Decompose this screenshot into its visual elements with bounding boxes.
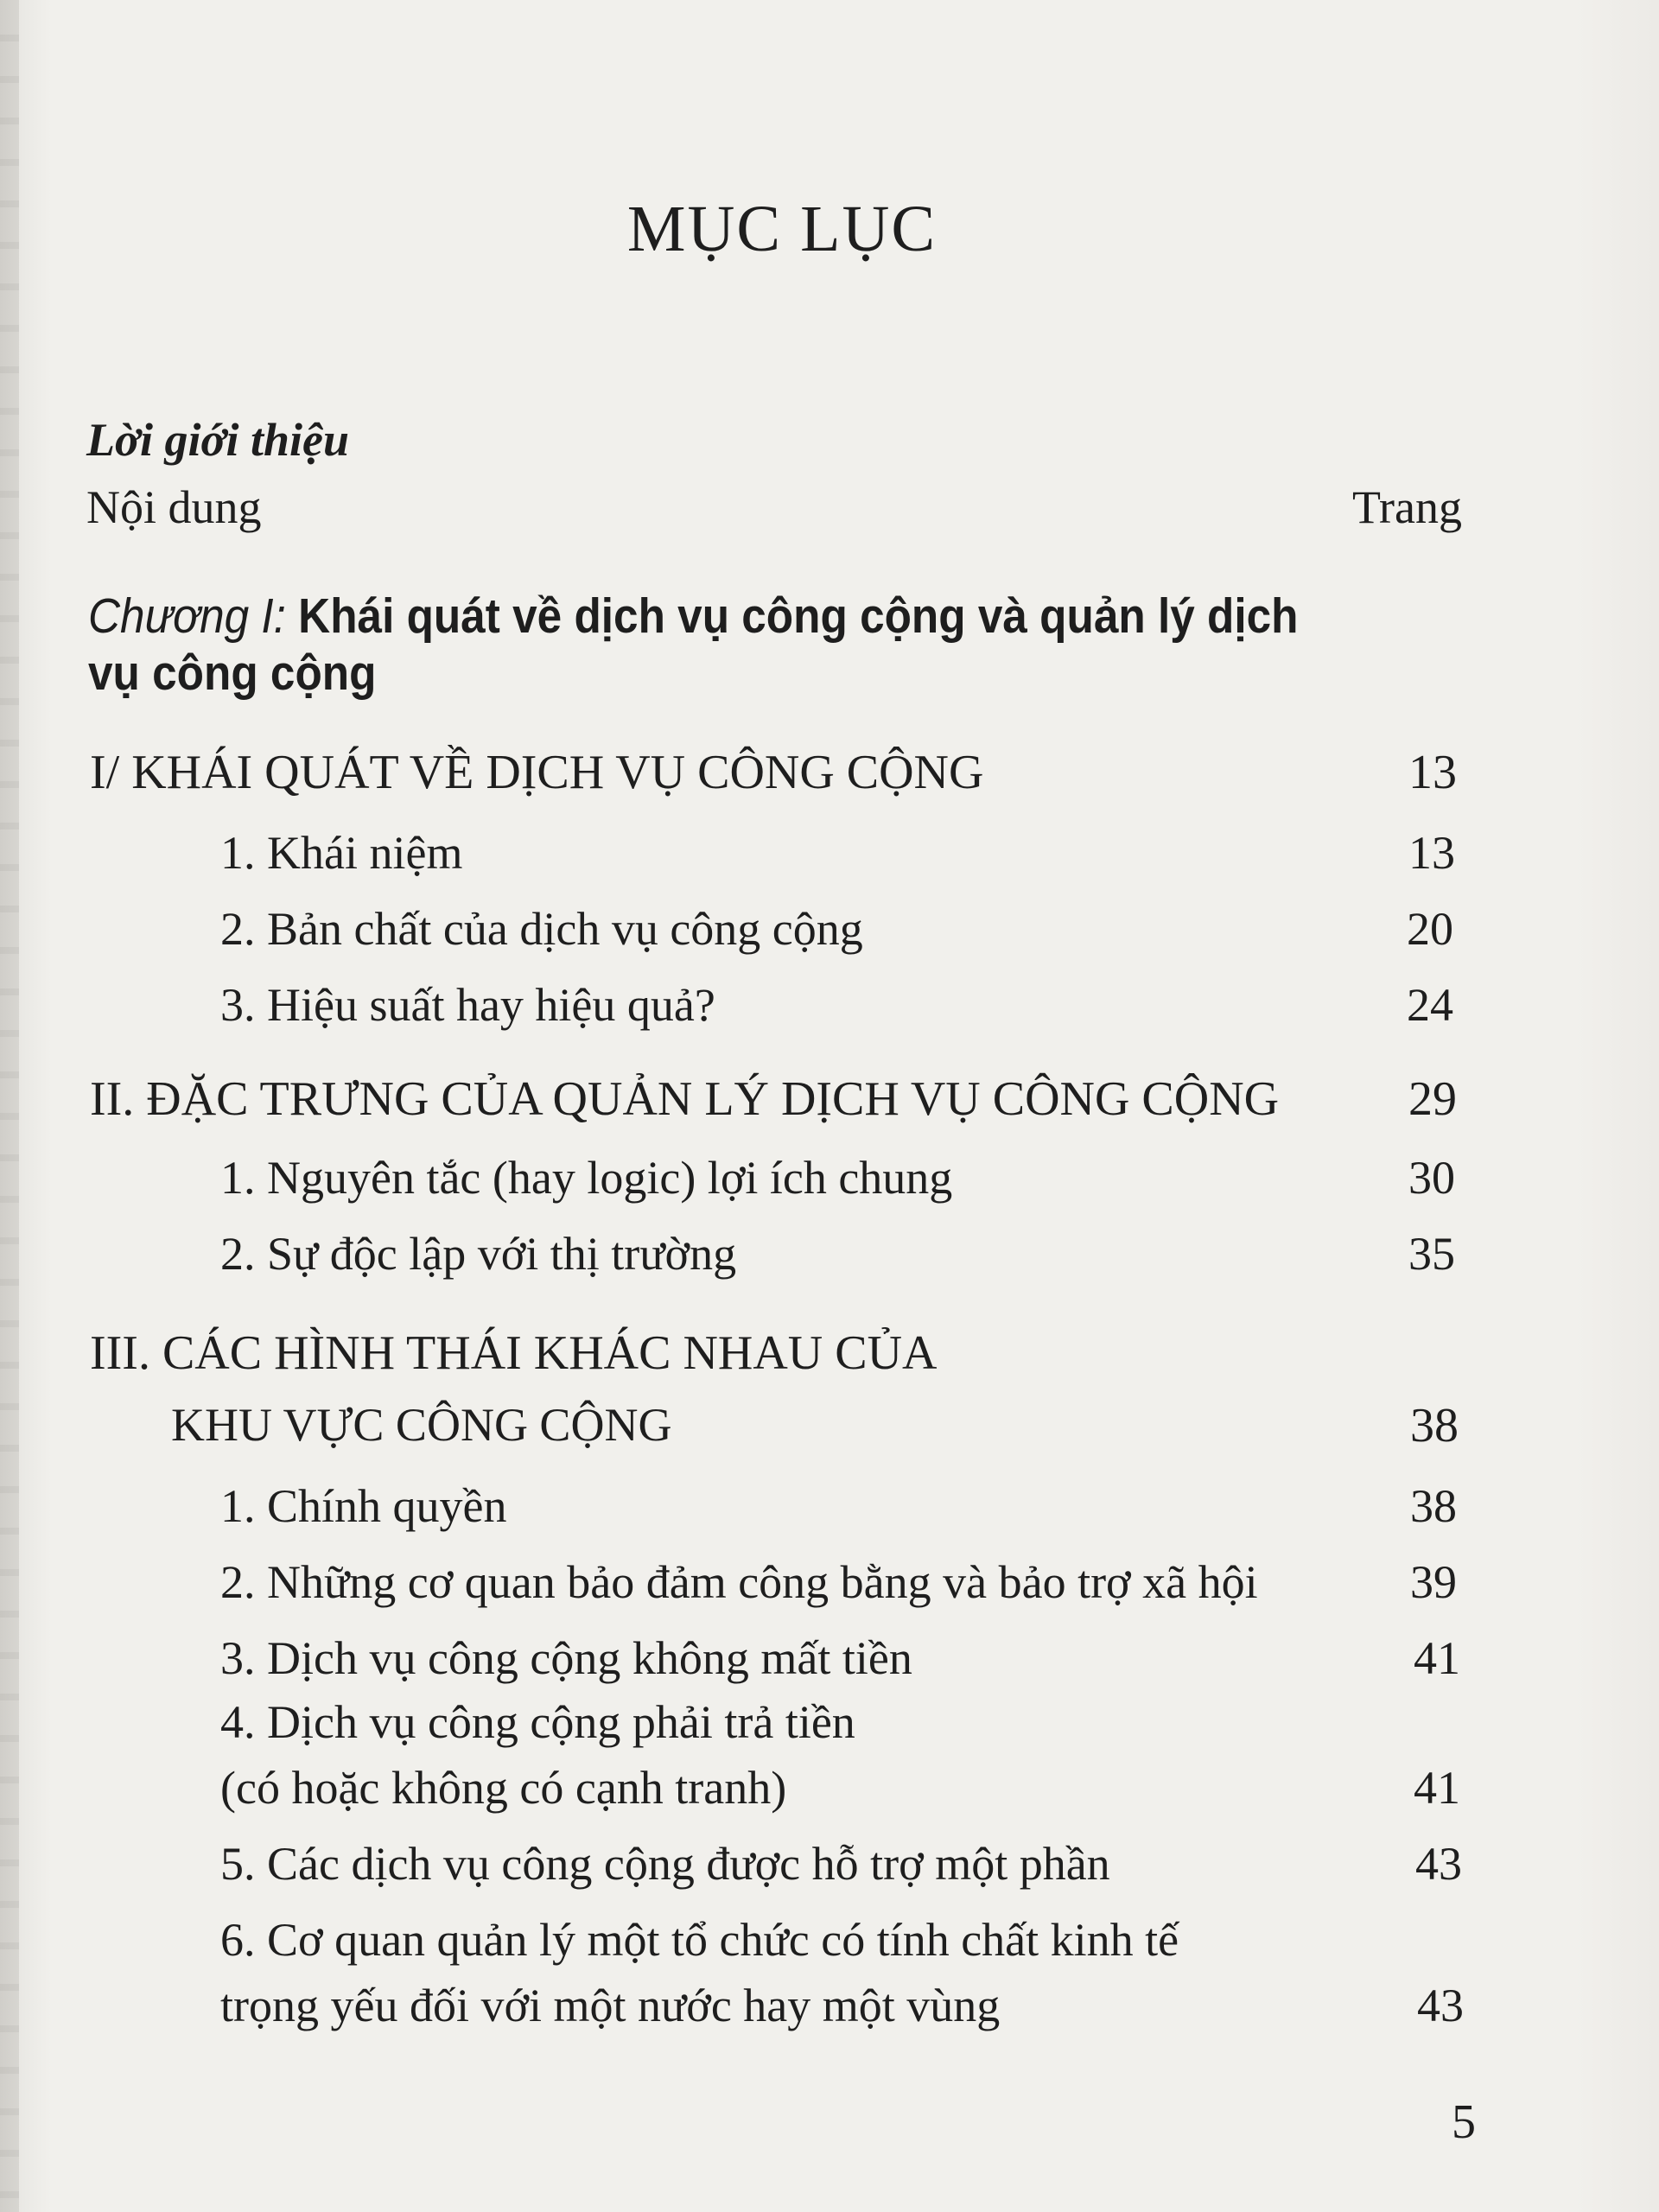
toc-section-page: 29 xyxy=(1408,1072,1457,1126)
page-number: 5 xyxy=(1452,2095,1476,2149)
toc-section-label: I/ KHÁI QUÁT VỀ DỊCH VỤ CÔNG CỘNG xyxy=(90,746,984,799)
toc-item-page: 43 xyxy=(1417,1980,1464,2031)
toc-header xyxy=(86,480,1462,534)
toc-item: 1. Chính quyền xyxy=(220,1480,507,1532)
toc-item-page: 24 xyxy=(1407,979,1453,1031)
toc-item: 2. Sự độc lập với thị trường xyxy=(220,1228,737,1280)
toc-section-2 xyxy=(90,1071,1279,1127)
toc-section-label: II. ĐẶC TRƯNG CỦA QUẢN LÝ DỊCH VỤ CÔNG CỘNG xyxy=(90,1072,1280,1126)
toc-item-page: 30 xyxy=(1408,1152,1455,1204)
toc-item-page: 43 xyxy=(1415,1838,1462,1890)
toc-item: 3. Hiệu suất hay hiệu quả? xyxy=(220,979,715,1031)
book-spine xyxy=(0,0,19,2212)
page-column-label: Trang xyxy=(1351,481,1462,533)
toc-item-page: 39 xyxy=(1410,1556,1457,1608)
toc-section-label: III. CÁC HÌNH THÁI KHÁC NHAU CỦA xyxy=(90,1326,938,1380)
page-title: MỤC LỤC xyxy=(626,193,938,265)
content-column-label: Nội dung xyxy=(86,481,262,533)
toc-item: 2. Bản chất của dịch vụ công cộng xyxy=(220,903,863,955)
chapter-heading xyxy=(88,588,1332,702)
chapter-title: Khái quát về dịch vụ công cộng và quản lý dịch vụ công cộng xyxy=(88,588,1299,701)
toc-item: 1. Nguyên tắc (hay logic) lợi ích chung xyxy=(220,1152,953,1204)
chapter-lead: Chương I: xyxy=(88,588,286,644)
toc-section-page: 38 xyxy=(1410,1399,1459,1452)
toc-item-page: 20 xyxy=(1407,903,1453,955)
toc-item: 6. Cơ quan quản lý một tổ chức có tính chất kinh tế xyxy=(220,1914,1179,1966)
toc-item-page: 13 xyxy=(1408,827,1455,879)
toc-section-3 xyxy=(90,1325,937,1381)
toc-item: 1. Khái niệm xyxy=(220,827,463,879)
intro-heading: Lời giới thiệu xyxy=(86,414,349,466)
toc-item: 2. Những cơ quan bảo đảm công bằng và bảo trợ xã hội xyxy=(220,1556,1258,1608)
toc-section-label-continued: KHU VỰC CÔNG CỘNG xyxy=(171,1399,672,1451)
toc-item-page: 41 xyxy=(1414,1762,1460,1814)
toc-section-page: 13 xyxy=(1408,746,1457,799)
toc-item: 4. Dịch vụ công cộng phải trả tiền xyxy=(220,1696,855,1748)
toc-item-continued: trọng yếu đối với một nước hay một vùng xyxy=(220,1980,1001,2031)
toc-item-page: 41 xyxy=(1414,1632,1460,1684)
toc-item-page: 38 xyxy=(1410,1480,1457,1532)
toc-section-1 xyxy=(90,745,983,800)
toc-item-continued: (có hoặc không có cạnh tranh) xyxy=(220,1762,787,1814)
toc-item: 3. Dịch vụ công cộng không mất tiền xyxy=(220,1632,912,1684)
toc-item: 5. Các dịch vụ công cộng được hỗ trợ một phần xyxy=(220,1838,1110,1890)
toc-item-page: 35 xyxy=(1408,1228,1455,1280)
